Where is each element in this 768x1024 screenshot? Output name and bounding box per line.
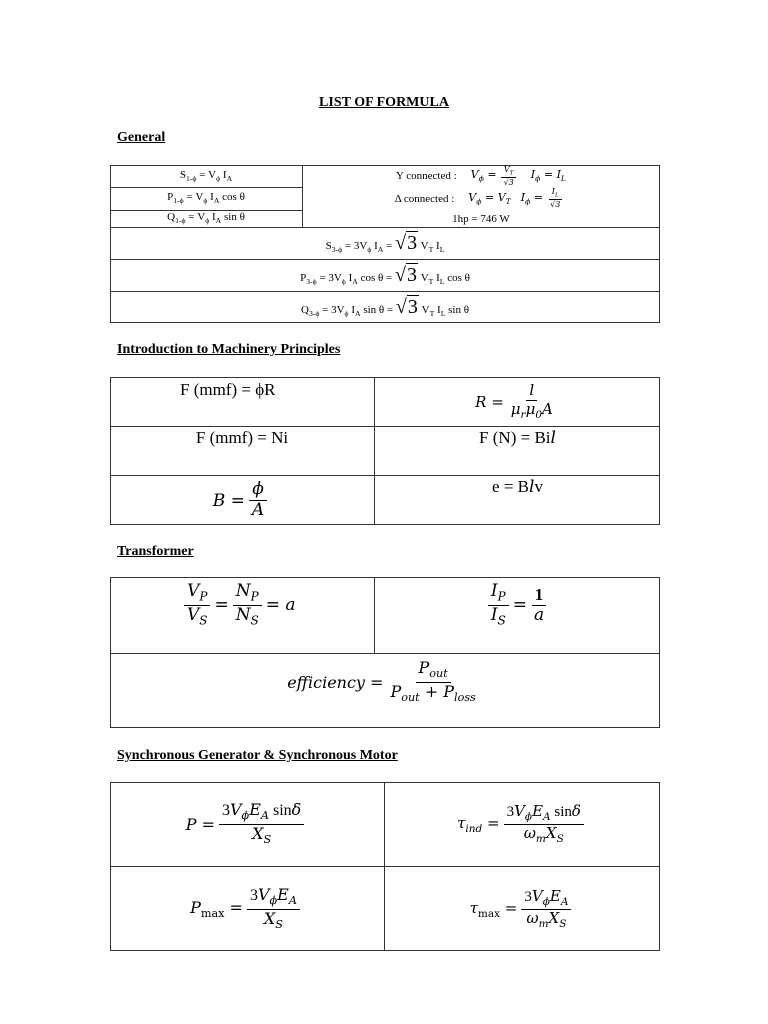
q3-formula: $Q_{3-\phi} = 3V_\phi$ $I_A$ sin θ = √3 $V_T$ $I_L$ sin θ bbox=[300, 296, 470, 319]
section-transformer-heading: Transformer bbox=[117, 544, 194, 559]
section-machinery-heading: Introduction to Machinery Principles bbox=[117, 342, 341, 357]
s1-formula: $S_{1-\phi} = V_\phi$ $I_A$ bbox=[179, 168, 233, 184]
emf-text: e = B bbox=[492, 477, 530, 496]
y-connected-label: Y connected : bbox=[395, 170, 457, 182]
efficiency-label: efficiency = bbox=[287, 672, 384, 692]
p3-formula: $P_{3-\phi} = 3V_\phi$ $I_A$ cos θ = √3 $V_T$ $I_L$ cos θ bbox=[300, 264, 470, 287]
section-general-heading: General bbox=[117, 130, 166, 145]
page-title: LIST OF FORMULA bbox=[319, 95, 449, 110]
ratio-rhs: = a bbox=[265, 595, 296, 615]
y-connected-formula: Y connected : $V_\phi$ = $\frac{V_T}{√3}$ $I_\phi = I_L$ bbox=[395, 164, 567, 187]
induced-torque-formula: $\tau_{ind}$ = $\frac{3V_\phi E_A \sin\delta}{\omega_mX_S}$ bbox=[385, 782, 660, 866]
max-torque-formula: $\tau_{max}$ = $\frac{3V_\phi E_A}{\omega_mX_S}$ bbox=[385, 867, 660, 951]
s3-formula: $S_{3-\phi} = 3V_\phi$ $I_A = √3$ $V_T$ $I_L$ bbox=[325, 232, 445, 255]
force-text: F (N) = Bi bbox=[479, 428, 551, 447]
current-ratio-formula: $\frac{I_P}{I_S}$ = $\frac{1}{a}$ bbox=[375, 577, 660, 633]
delta-connected-label: Δ connected : bbox=[394, 192, 455, 205]
flux-density-formula: B = $\frac{\phi}{A}$ bbox=[110, 476, 374, 525]
q1-formula: $Q_{1-\phi} = V_\phi$ $I_A$ sin θ bbox=[167, 211, 245, 226]
section-synchronous-heading: Synchronous Generator & Synchronous Motor bbox=[117, 748, 398, 763]
efficiency-formula: efficiency = $\frac{P_{out}}{P_{out} + P_{loss}}$ bbox=[287, 658, 476, 704]
delta-connected-formula: Δ connected : $V_\phi = V_T$ $I_\phi$ = $\frac{I_L}{√3}$ bbox=[394, 187, 561, 210]
hp-conversion: 1hp = 746 W bbox=[452, 212, 510, 225]
emf-formula: e = B l v bbox=[492, 477, 543, 497]
p1-formula: $P_{1-\phi} = V_\phi$ $I_A$ cos θ bbox=[167, 191, 245, 206]
power-formula: P = $\frac{3V_\phi E_A \sin\delta}{X_S}$ bbox=[110, 782, 384, 866]
voltage-turns-ratio-formula: $\frac{V_P}{V_S}$ = $\frac{N_P}{N_S}$ = a bbox=[110, 577, 374, 633]
mmf-flux-formula: F (mmf) = ϕR bbox=[180, 380, 276, 399]
max-power-formula: $P_{max}$ = $\frac{3V_\phi E_A}{X_S}$ bbox=[110, 867, 384, 951]
force-formula: F (N) = Bi l bbox=[479, 428, 556, 448]
mmf-ni-formula: F (mmf) = Ni bbox=[195, 428, 289, 447]
reluctance-formula: R = $\frac{l}{\mu_r\mu_0A}$ bbox=[475, 381, 553, 421]
